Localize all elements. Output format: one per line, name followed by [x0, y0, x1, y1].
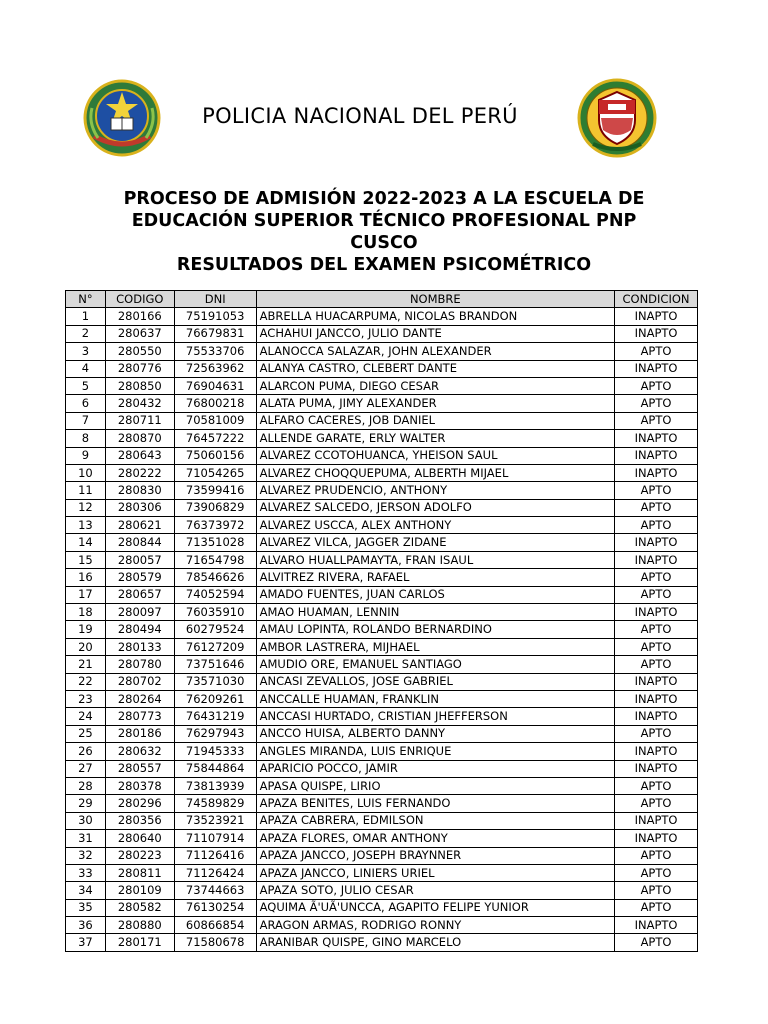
- row-dni: 76035910: [174, 604, 256, 621]
- row-number: 8: [66, 430, 106, 447]
- row-name: AMBOR LASTRERA, MIJHAEL: [256, 638, 614, 655]
- row-number: 25: [66, 725, 106, 742]
- row-code: 280702: [105, 673, 174, 690]
- row-dni: 73523921: [174, 812, 256, 829]
- row-code: 280621: [105, 517, 174, 534]
- row-condition: INAPTO: [615, 308, 698, 325]
- row-name: ACHAHUI JANCCO, JULIO DANTE: [256, 325, 614, 342]
- row-dni: 60866854: [174, 917, 256, 934]
- row-name: AMUDIO ORE, EMANUEL SANTIAGO: [256, 656, 614, 673]
- row-number: 29: [66, 795, 106, 812]
- row-dni: 71945333: [174, 743, 256, 760]
- row-condition: APTO: [615, 395, 698, 412]
- row-number: 3: [66, 343, 106, 360]
- row-name: ALFARO CACERES, JOB DANIEL: [256, 412, 614, 429]
- column-header-number: N°: [66, 291, 106, 308]
- table-row: [66, 934, 698, 951]
- row-name: ABRELLA HUACARPUMA, NICOLAS BRANDON: [256, 308, 614, 325]
- row-dni: 73571030: [174, 673, 256, 690]
- row-dni: 74589829: [174, 795, 256, 812]
- row-condition: INAPTO: [615, 360, 698, 377]
- row-number: 4: [66, 360, 106, 377]
- table-row: [66, 499, 698, 516]
- row-code: 280057: [105, 551, 174, 568]
- row-number: 16: [66, 569, 106, 586]
- row-number: 32: [66, 847, 106, 864]
- row-condition: INAPTO: [615, 464, 698, 481]
- title-line-2: EDUCACIÓN SUPERIOR TÉCNICO PROFESIONAL PNP: [131, 211, 637, 231]
- row-condition: APTO: [615, 517, 698, 534]
- row-name: ARAGON ARMAS, RODRIGO RONNY: [256, 917, 614, 934]
- row-name: APAZA CABRERA, EDMILSON: [256, 812, 614, 829]
- row-name: ALANYA CASTRO, CLEBERT DANTE: [256, 360, 614, 377]
- table-row: [66, 882, 698, 899]
- table-row: [66, 308, 698, 325]
- row-name: AMAO HUAMAN, LENNIN: [256, 604, 614, 621]
- table-row: [66, 638, 698, 655]
- row-number: 20: [66, 638, 106, 655]
- table-row: [66, 760, 698, 777]
- row-code: 280296: [105, 795, 174, 812]
- row-code: 280133: [105, 638, 174, 655]
- row-code: 280711: [105, 412, 174, 429]
- row-name: ALANOCCA SALAZAR, JOHN ALEXANDER: [256, 343, 614, 360]
- table-row: [66, 864, 698, 881]
- row-condition: INAPTO: [615, 917, 698, 934]
- row-name: AMADO FUENTES, JUAN CARLOS: [256, 586, 614, 603]
- column-header-dni: DNI: [174, 291, 256, 308]
- title-line-3: CUSCO: [350, 233, 418, 253]
- table-header-row: [66, 291, 698, 308]
- row-dni: 72563962: [174, 360, 256, 377]
- row-number: 31: [66, 830, 106, 847]
- row-condition: APTO: [615, 638, 698, 655]
- row-number: 7: [66, 412, 106, 429]
- row-dni: 76800218: [174, 395, 256, 412]
- row-number: 27: [66, 760, 106, 777]
- row-number: 13: [66, 517, 106, 534]
- table-row: [66, 830, 698, 847]
- table-row: [66, 360, 698, 377]
- title-line-1: PROCESO DE ADMISIÓN 2022-2023 A LA ESCUELA DE: [123, 189, 645, 209]
- institution-name: POLICIA NACIONAL DEL PERÚ: [202, 104, 518, 128]
- row-name: APAZA BENITES, LUIS FERNANDO: [256, 795, 614, 812]
- table-row: [66, 586, 698, 603]
- table-row: [66, 377, 698, 394]
- row-number: 28: [66, 777, 106, 794]
- row-code: 280109: [105, 882, 174, 899]
- row-dni: 71107914: [174, 830, 256, 847]
- row-code: 280880: [105, 917, 174, 934]
- table-row: [66, 482, 698, 499]
- table-row: [66, 447, 698, 464]
- table-row: [66, 690, 698, 707]
- row-code: 280844: [105, 534, 174, 551]
- row-number: 23: [66, 690, 106, 707]
- table-row: [66, 656, 698, 673]
- row-name: ALVAREZ PRUDENCIO, ANTHONY: [256, 482, 614, 499]
- row-dni: 76373972: [174, 517, 256, 534]
- row-dni: 74052594: [174, 586, 256, 603]
- row-code: 280306: [105, 499, 174, 516]
- row-name: APARICIO POCCO, JAMIR: [256, 760, 614, 777]
- row-code: 280356: [105, 812, 174, 829]
- column-header-condition: CONDICION: [615, 291, 698, 308]
- row-code: 280780: [105, 656, 174, 673]
- row-number: 18: [66, 604, 106, 621]
- row-dni: 73813939: [174, 777, 256, 794]
- document-title: [60, 188, 708, 276]
- row-number: 36: [66, 917, 106, 934]
- row-code: 280494: [105, 621, 174, 638]
- row-dni: 71126416: [174, 847, 256, 864]
- row-name: APAZA JANCCO, LINIERS URIEL: [256, 864, 614, 881]
- row-code: 280264: [105, 690, 174, 707]
- row-code: 280378: [105, 777, 174, 794]
- row-code: 280657: [105, 586, 174, 603]
- row-condition: INAPTO: [615, 430, 698, 447]
- row-name: ALVAREZ CCOTOHUANCA, YHEISON SAUL: [256, 447, 614, 464]
- row-condition: APTO: [615, 377, 698, 394]
- table-row: [66, 621, 698, 638]
- table-row: [66, 604, 698, 621]
- row-number: 11: [66, 482, 106, 499]
- table-row: [66, 725, 698, 742]
- row-dni: 75191053: [174, 308, 256, 325]
- row-number: 9: [66, 447, 106, 464]
- row-condition: APTO: [615, 725, 698, 742]
- row-condition: APTO: [615, 882, 698, 899]
- row-condition: APTO: [615, 482, 698, 499]
- row-condition: APTO: [615, 499, 698, 516]
- row-code: 280850: [105, 377, 174, 394]
- row-condition: INAPTO: [615, 743, 698, 760]
- row-code: 280632: [105, 743, 174, 760]
- row-dni: 78546626: [174, 569, 256, 586]
- row-dni: 76457222: [174, 430, 256, 447]
- row-condition: INAPTO: [615, 673, 698, 690]
- row-code: 280557: [105, 760, 174, 777]
- row-dni: 76679831: [174, 325, 256, 342]
- row-number: 17: [66, 586, 106, 603]
- row-code: 280223: [105, 847, 174, 864]
- row-dni: 75844864: [174, 760, 256, 777]
- row-name: AQUIMA Ã'UÃ'UNCCA, AGAPITO FELIPE YUNIOR: [256, 899, 614, 916]
- row-condition: APTO: [615, 934, 698, 951]
- row-code: 280773: [105, 708, 174, 725]
- row-number: 37: [66, 934, 106, 951]
- row-number: 2: [66, 325, 106, 342]
- row-name: ALVARO HUALLPAMAYTA, FRAN ISAUL: [256, 551, 614, 568]
- row-name: ANCASI ZEVALLOS, JOSE GABRIEL: [256, 673, 614, 690]
- table-row: [66, 464, 698, 481]
- table-row: [66, 412, 698, 429]
- row-number: 14: [66, 534, 106, 551]
- row-condition: APTO: [615, 569, 698, 586]
- row-condition: APTO: [615, 621, 698, 638]
- row-condition: INAPTO: [615, 551, 698, 568]
- row-condition: INAPTO: [615, 812, 698, 829]
- row-code: 280171: [105, 934, 174, 951]
- row-dni: 76209261: [174, 690, 256, 707]
- row-dni: 75060156: [174, 447, 256, 464]
- table-row: [66, 343, 698, 360]
- row-condition: APTO: [615, 343, 698, 360]
- table-row: [66, 395, 698, 412]
- policia-nacional-del-peru-emblem-icon: [577, 78, 657, 158]
- row-dni: 71580678: [174, 934, 256, 951]
- row-number: 33: [66, 864, 106, 881]
- row-name: ANCCASI HURTADO, CRISTIAN JHEFFERSON: [256, 708, 614, 725]
- column-header-code: CODIGO: [105, 291, 174, 308]
- row-dni: 73744663: [174, 882, 256, 899]
- table-row: [66, 899, 698, 916]
- column-header-name: NOMBRE: [256, 291, 614, 308]
- row-code: 280643: [105, 447, 174, 464]
- row-dni: 76904631: [174, 377, 256, 394]
- row-number: 34: [66, 882, 106, 899]
- row-name: ARANIBAR QUISPE, GINO MARCELO: [256, 934, 614, 951]
- row-condition: APTO: [615, 864, 698, 881]
- row-code: 280870: [105, 430, 174, 447]
- row-name: ALVAREZ SALCEDO, JERSON ADOLFO: [256, 499, 614, 516]
- row-code: 280186: [105, 725, 174, 742]
- row-code: 280222: [105, 464, 174, 481]
- row-dni: 75533706: [174, 343, 256, 360]
- table-row: [66, 673, 698, 690]
- table-row: [66, 795, 698, 812]
- row-number: 6: [66, 395, 106, 412]
- row-code: 280582: [105, 899, 174, 916]
- row-dni: 70581009: [174, 412, 256, 429]
- results-table: [65, 290, 698, 952]
- row-number: 21: [66, 656, 106, 673]
- row-code: 280776: [105, 360, 174, 377]
- row-dni: 76130254: [174, 899, 256, 916]
- row-number: 35: [66, 899, 106, 916]
- row-code: 280432: [105, 395, 174, 412]
- table-row: [66, 708, 698, 725]
- row-condition: INAPTO: [615, 760, 698, 777]
- row-code: 280579: [105, 569, 174, 586]
- row-number: 24: [66, 708, 106, 725]
- row-condition: INAPTO: [615, 447, 698, 464]
- row-code: 280097: [105, 604, 174, 621]
- table-row: [66, 517, 698, 534]
- row-name: ANGLES MIRANDA, LUIS ENRIQUE: [256, 743, 614, 760]
- table-row: [66, 551, 698, 568]
- row-condition: APTO: [615, 412, 698, 429]
- row-code: 280830: [105, 482, 174, 499]
- row-name: ALVITREZ RIVERA, RAFAEL: [256, 569, 614, 586]
- row-name: ALATA PUMA, JIMY ALEXANDER: [256, 395, 614, 412]
- row-number: 10: [66, 464, 106, 481]
- row-name: ANCCO HUISA, ALBERTO DANNY: [256, 725, 614, 742]
- row-number: 26: [66, 743, 106, 760]
- table-row: [66, 812, 698, 829]
- table-row: [66, 847, 698, 864]
- row-dni: 71351028: [174, 534, 256, 551]
- row-name: APASA QUISPE, LIRIO: [256, 777, 614, 794]
- row-number: 30: [66, 812, 106, 829]
- row-condition: APTO: [615, 847, 698, 864]
- row-name: ALARCON PUMA, DIEGO CESAR: [256, 377, 614, 394]
- row-condition: INAPTO: [615, 830, 698, 847]
- table-row: [66, 743, 698, 760]
- row-code: 280811: [105, 864, 174, 881]
- row-name: APAZA JANCCO, JOSEPH BRAYNNER: [256, 847, 614, 864]
- row-code: 280637: [105, 325, 174, 342]
- row-number: 15: [66, 551, 106, 568]
- row-dni: 76431219: [174, 708, 256, 725]
- row-name: ALLENDE GARATE, ERLY WALTER: [256, 430, 614, 447]
- row-dni: 73906829: [174, 499, 256, 516]
- row-number: 5: [66, 377, 106, 394]
- row-dni: 60279524: [174, 621, 256, 638]
- table-body: [66, 308, 698, 951]
- row-code: 280550: [105, 343, 174, 360]
- row-name: APAZA FLORES, OMAR ANTHONY: [256, 830, 614, 847]
- row-name: AMAU LOPINTA, ROLANDO BERNARDINO: [256, 621, 614, 638]
- row-dni: 73599416: [174, 482, 256, 499]
- row-number: 22: [66, 673, 106, 690]
- row-number: 12: [66, 499, 106, 516]
- table-row: [66, 534, 698, 551]
- row-dni: 71654798: [174, 551, 256, 568]
- row-code: 280640: [105, 830, 174, 847]
- row-name: ANCCALLE HUAMAN, FRANKLIN: [256, 690, 614, 707]
- row-condition: APTO: [615, 899, 698, 916]
- row-condition: APTO: [615, 656, 698, 673]
- row-condition: INAPTO: [615, 534, 698, 551]
- row-dni: 76127209: [174, 638, 256, 655]
- row-condition: APTO: [615, 777, 698, 794]
- row-condition: INAPTO: [615, 325, 698, 342]
- table-row: [66, 917, 698, 934]
- table-row: [66, 325, 698, 342]
- row-name: ALVAREZ VILCA, JAGGER ZIDANE: [256, 534, 614, 551]
- row-code: 280166: [105, 308, 174, 325]
- row-condition: INAPTO: [615, 604, 698, 621]
- row-dni: 76297943: [174, 725, 256, 742]
- row-condition: INAPTO: [615, 690, 698, 707]
- table-row: [66, 777, 698, 794]
- row-condition: APTO: [615, 795, 698, 812]
- row-name: APAZA SOTO, JULIO CESAR: [256, 882, 614, 899]
- row-number: 19: [66, 621, 106, 638]
- row-condition: APTO: [615, 586, 698, 603]
- table-row: [66, 430, 698, 447]
- row-dni: 73751646: [174, 656, 256, 673]
- row-name: ALVAREZ USCCA, ALEX ANTHONY: [256, 517, 614, 534]
- row-dni: 71054265: [174, 464, 256, 481]
- row-number: 1: [66, 308, 106, 325]
- row-condition: INAPTO: [615, 708, 698, 725]
- title-line-4: RESULTADOS DEL EXAMEN PSICOMÉTRICO: [176, 255, 592, 275]
- row-name: ALVAREZ CHOQQUEPUMA, ALBERTH MIJAEL: [256, 464, 614, 481]
- row-dni: 71126424: [174, 864, 256, 881]
- table-row: [66, 569, 698, 586]
